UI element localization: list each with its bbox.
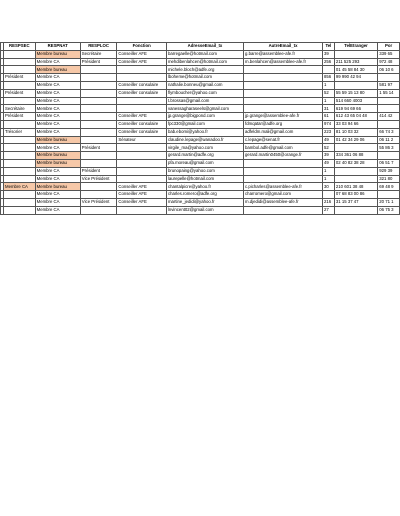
table-cell[interactable]	[117, 159, 167, 167]
table-cell[interactable]	[378, 105, 400, 113]
column-header[interactable]: TelEtranger	[334, 43, 377, 51]
table-cell[interactable]: c.lepage@senat.fr	[244, 136, 323, 144]
table-cell[interactable]: Membre bureau	[35, 159, 80, 167]
table-cell[interactable]: g.barre@assemblee-afe.fr	[244, 50, 323, 58]
header-row	[1, 43, 400, 51]
table-cell[interactable]: gerard.martin@adfe.org	[166, 152, 243, 160]
table-cell[interactable]: 33 03 94 66	[334, 120, 377, 128]
table-row	[1, 66, 400, 74]
table-cell[interactable]: Membre CA	[35, 97, 80, 105]
table-cell[interactable]	[80, 66, 117, 74]
table-row	[1, 113, 400, 121]
table-cell[interactable]	[117, 152, 167, 160]
table-cell[interactable]	[4, 167, 36, 175]
table-cell[interactable]	[244, 167, 323, 175]
table-row	[1, 97, 400, 105]
table-cell[interactable]	[334, 144, 377, 152]
table-cell[interactable]: mehdibenlahcen@hotmail.com	[166, 58, 243, 66]
table-cell[interactable]: jp.grange@assemblee-afe.fr	[244, 113, 323, 121]
table-cell[interactable]: 929 39	[378, 167, 400, 175]
table-cell[interactable]: 49	[323, 136, 335, 144]
table-cell[interactable]: Membre CA	[35, 81, 80, 89]
table-row	[1, 50, 400, 58]
table-cell[interactable]: 321 80	[378, 175, 400, 183]
column-header[interactable]: Por	[378, 43, 400, 51]
table-cell[interactable]	[4, 136, 36, 144]
table-cell[interactable]: 06 75 3	[378, 206, 400, 214]
table-cell[interactable]: Membre CA	[35, 128, 80, 136]
table-row	[1, 136, 400, 144]
column-header[interactable]: RESPNAT	[35, 43, 80, 51]
table-cell[interactable]	[378, 97, 400, 105]
table-cell[interactable]: Membre CA	[35, 120, 80, 128]
table-cell[interactable]: Conseiller consulaire	[117, 89, 167, 97]
table-cell[interactable]: Conseiller AFE	[117, 50, 167, 58]
table-cell[interactable]: 07 68 83 00 86	[334, 191, 377, 199]
table-cell[interactable]: 31	[323, 105, 335, 113]
table-cell[interactable]: Conseiller consulaire	[117, 120, 167, 128]
table-row	[1, 175, 400, 183]
column-header[interactable]: AdresseEmail_tx	[166, 43, 243, 51]
table-cell[interactable]	[244, 206, 323, 214]
table-cell[interactable]	[4, 50, 36, 58]
table-cell[interactable]: 414 42	[378, 113, 400, 121]
table-cell[interactable]: 1	[323, 97, 335, 105]
table-cell[interactable]	[244, 159, 323, 167]
table-cell[interactable]	[4, 191, 36, 199]
table-cell[interactable]: nathalie.bonneu@gmail.com	[166, 81, 243, 89]
table-cell[interactable]: 55 86 3	[378, 144, 400, 152]
table-cell[interactable]	[244, 89, 323, 97]
table-cell[interactable]	[4, 159, 36, 167]
table-cell[interactable]	[80, 136, 117, 144]
table-cell[interactable]	[378, 74, 400, 82]
table-row	[1, 191, 400, 199]
table-cell[interactable]: 581 97	[378, 81, 400, 89]
table-cell[interactable]: charromero@gmail.com	[244, 191, 323, 199]
table-cell[interactable]: martine_jedidi@yahoo.fr	[166, 198, 243, 206]
table-cell[interactable]: 52	[323, 89, 335, 97]
table-row	[1, 89, 400, 97]
table-cell[interactable]	[334, 167, 377, 175]
table-cell[interactable]	[117, 66, 167, 74]
table-cell[interactable]: Secrétaire	[4, 105, 36, 113]
table-cell[interactable]: m.djedidi@assemblee-afe.fr	[244, 198, 323, 206]
table-cell[interactable]	[117, 144, 167, 152]
table-cell[interactable]: 216	[323, 198, 335, 206]
table-cell[interactable]	[378, 152, 400, 160]
table-cell[interactable]: adfeldm.mali@gmail.com	[244, 128, 323, 136]
table-cell[interactable]: Membre CA	[4, 183, 36, 191]
table-cell[interactable]: m.benlahcen@assemblee-afe.fr	[244, 58, 323, 66]
table-cell[interactable]: Membre bureau	[35, 136, 80, 144]
table-row	[1, 105, 400, 113]
table-cell[interactable]: 31 15 37 47	[334, 198, 377, 206]
column-header[interactable]: Fonction	[117, 43, 167, 51]
table-cell[interactable]: jp.grange@bigpond.com	[166, 113, 243, 121]
table-cell[interactable]	[244, 81, 323, 89]
column-header[interactable]: RESPLOC	[80, 43, 117, 51]
table-cell[interactable]: pfa.moreau@gmail.com	[166, 159, 243, 167]
table-row	[1, 183, 400, 191]
table-cell[interactable]: Président	[80, 167, 117, 175]
table-cell[interactable]: 39	[323, 50, 335, 58]
table-cell[interactable]: 619 94 69 66	[334, 105, 377, 113]
table-cell[interactable]: chantalpicre@yahoo.fr	[166, 183, 243, 191]
table-cell[interactable]: 81 10 03 32	[334, 128, 377, 136]
table-cell[interactable]	[244, 74, 323, 82]
table-cell[interactable]: t.brossas@gmail.com	[166, 97, 243, 105]
table-cell[interactable]	[117, 167, 167, 175]
table-cell[interactable]: Conseiller AFE	[117, 58, 167, 66]
table-cell[interactable]	[323, 191, 335, 199]
table-cell[interactable]	[80, 191, 117, 199]
table-row	[1, 144, 400, 152]
table-cell[interactable]: claudine.lepage@wanadoo.fr	[166, 136, 243, 144]
table-cell[interactable]: Président	[80, 58, 117, 66]
table-cell[interactable]: 1	[323, 167, 335, 175]
table-cell[interactable]	[80, 97, 117, 105]
table-cell[interactable]: 1 55 14	[378, 89, 400, 97]
table-cell[interactable]: Secrétaire	[80, 50, 117, 58]
table-cell[interactable]	[4, 152, 36, 160]
table-cell[interactable]	[117, 105, 167, 113]
table-cell[interactable]: Membre bureau	[35, 66, 80, 74]
table-row	[1, 120, 400, 128]
table-cell[interactable]: Conseiller AFE	[117, 113, 167, 121]
table-cell[interactable]: michele.bloch@adfe.org	[166, 66, 243, 74]
table-cell[interactable]	[4, 81, 36, 89]
table-cell[interactable]	[4, 175, 36, 183]
table-row	[1, 198, 400, 206]
table-cell[interactable]: 01 45 58 84 30	[334, 66, 377, 74]
table-cell[interactable]: bambol.adfe@gmail.com	[244, 144, 323, 152]
table-cell[interactable]	[4, 58, 36, 66]
table-cell[interactable]: barregaelle@hotmail.com	[166, 50, 243, 58]
table-cell[interactable]	[244, 66, 323, 74]
table-cell[interactable]	[80, 120, 117, 128]
table-cell[interactable]: 972 48	[378, 58, 400, 66]
table-cell[interactable]: Membre CA	[35, 191, 80, 199]
table-cell[interactable]: lnvincent02@gmail.com	[166, 206, 243, 214]
table-cell[interactable]: Membre CA	[35, 167, 80, 175]
table-cell[interactable]: lboheme@hotmail.com	[166, 74, 243, 82]
table-cell[interactable]: Membre bureau	[35, 50, 80, 58]
table-cell[interactable]: virgile_ma@yahoo.com	[166, 144, 243, 152]
table-cell[interactable]: 69 48 9	[378, 183, 400, 191]
table-cell[interactable]: Membre CA	[35, 144, 80, 152]
table-cell[interactable]: Conseiller consulaire	[117, 128, 167, 136]
table-cell[interactable]: Conseiller AFE	[117, 191, 167, 199]
table-cell[interactable]	[117, 97, 167, 105]
table-cell[interactable]: 30	[323, 183, 335, 191]
table-cell[interactable]: laurepelle@hotmail.com	[166, 175, 243, 183]
table-cell[interactable]: 223	[323, 128, 335, 136]
table-cell[interactable]: 256	[323, 58, 335, 66]
table-cell[interactable]	[80, 159, 117, 167]
table-cell[interactable]	[80, 128, 117, 136]
table-cell[interactable]	[4, 120, 36, 128]
table-cell[interactable]: Membre CA	[35, 175, 80, 183]
table-cell[interactable]: 27	[323, 206, 335, 214]
column-header[interactable]: Tel	[323, 43, 335, 51]
table-cell[interactable]: charles.romero@adfe.org	[166, 191, 243, 199]
table-cell[interactable]: Membre CA	[35, 198, 80, 206]
table-cell[interactable]: 339 65	[378, 50, 400, 58]
table-cell[interactable]: Conseiller consulaire	[117, 81, 167, 89]
table-cell[interactable]: Conseiller AFE	[117, 198, 167, 206]
table-cell[interactable]	[80, 89, 117, 97]
table-cell[interactable]	[334, 81, 377, 89]
table-cell[interactable]: flymboucher@yahoo.com	[166, 89, 243, 97]
table-cell[interactable]: Membre CA	[35, 105, 80, 113]
table-cell[interactable]	[4, 66, 36, 74]
table-cell[interactable]	[117, 175, 167, 183]
table-cell[interactable]	[378, 191, 400, 199]
table-cell[interactable]: 856	[323, 74, 335, 82]
table-cell[interactable]: 334 361 06 88	[334, 152, 377, 160]
table-cell[interactable]: 974	[323, 120, 335, 128]
table-row	[1, 206, 400, 214]
table-cell[interactable]: 612 43 65 04 48	[334, 113, 377, 121]
table-row	[1, 128, 400, 136]
table-cell[interactable]	[117, 74, 167, 82]
table-cell[interactable]	[334, 50, 377, 58]
table-cell[interactable]: 06 11 2	[378, 136, 400, 144]
table-cell[interactable]: 55 59 15 13 80	[334, 89, 377, 97]
column-header[interactable]: AutreEmail_tx	[244, 43, 323, 51]
table-cell[interactable]: 514 660 4003	[334, 97, 377, 105]
table-cell[interactable]: fpc330@gmail.com	[166, 120, 243, 128]
table-cell[interactable]: Président	[4, 113, 36, 121]
table-row	[1, 167, 400, 175]
table-cell[interactable]	[323, 66, 335, 74]
table-cell[interactable]: 06 51 7	[378, 159, 400, 167]
table-cell[interactable]: Vice Président	[80, 175, 117, 183]
table-cell[interactable]: 49	[323, 159, 335, 167]
table-row	[1, 152, 400, 160]
table-cell[interactable]: 210 601 38 48	[334, 183, 377, 191]
table-row	[1, 159, 400, 167]
table-cell[interactable]: Conseiller AFE	[117, 183, 167, 191]
table-cell[interactable]: 06 10 6	[378, 66, 400, 74]
table-cell[interactable]: Membre bureau	[35, 152, 80, 160]
table-cell[interactable]	[117, 206, 167, 214]
table-cell[interactable]: Membre CA	[35, 74, 80, 82]
table-body	[1, 50, 400, 214]
table-cell[interactable]	[244, 175, 323, 183]
table-cell[interactable]: 02 40 82 38 28	[334, 159, 377, 167]
table-cell[interactable]: 99 990 42 94	[334, 74, 377, 82]
table-cell[interactable]: Membre CA	[35, 58, 80, 66]
table-cell[interactable]: 39	[323, 152, 335, 160]
table-row	[1, 58, 400, 66]
table-cell[interactable]: 20 71 1	[378, 198, 400, 206]
table-cell[interactable]: gerard.martin0450@orange.fr	[244, 152, 323, 160]
table-cell[interactable]: 1	[323, 175, 335, 183]
table-cell[interactable]	[80, 81, 117, 89]
table-cell[interactable]	[4, 97, 36, 105]
table-cell[interactable]	[334, 206, 377, 214]
table-cell[interactable]: vanessagharaseels@gmail.com	[166, 105, 243, 113]
table-cell[interactable]: 01 42 34 29 06	[334, 136, 377, 144]
table-cell[interactable]: Sénateur	[117, 136, 167, 144]
table-cell[interactable]: 61	[323, 113, 335, 121]
table-cell[interactable]	[80, 206, 117, 214]
table-cell[interactable]: fdmqatar@adfe.org	[244, 120, 323, 128]
table-cell[interactable]	[4, 144, 36, 152]
table-cell[interactable]	[80, 183, 117, 191]
table-cell[interactable]: brunopaing@yahoo.com	[166, 167, 243, 175]
table-cell[interactable]	[80, 105, 117, 113]
table-cell[interactable]: Vice Président	[80, 198, 117, 206]
table-cell[interactable]	[4, 206, 36, 214]
table-cell[interactable]: c.picharles@assemblee-afe.fr	[244, 183, 323, 191]
table-cell[interactable]: Président	[80, 144, 117, 152]
table-cell[interactable]: bab.ebomi@yahoo.fr	[166, 128, 243, 136]
table-cell[interactable]: 211 525 293	[334, 58, 377, 66]
table-cell[interactable]: Trésorier	[4, 128, 36, 136]
table-cell[interactable]	[244, 97, 323, 105]
table-cell[interactable]: Membre bureau	[35, 183, 80, 191]
table-row	[1, 81, 400, 89]
table-cell[interactable]: 1	[323, 81, 335, 89]
table-cell[interactable]	[80, 113, 117, 121]
table-cell[interactable]: 66 74 3	[378, 128, 400, 136]
table-cell[interactable]	[378, 120, 400, 128]
table-cell[interactable]: 52	[323, 144, 335, 152]
table-cell[interactable]: Président	[4, 74, 36, 82]
table-cell[interactable]	[334, 175, 377, 183]
table-cell[interactable]: Membre CA	[35, 206, 80, 214]
column-header[interactable]: RESPSEC	[4, 43, 36, 51]
table-cell[interactable]: Membre CA	[35, 89, 80, 97]
table-row	[1, 74, 400, 82]
table-cell[interactable]	[244, 105, 323, 113]
spreadsheet-table	[0, 42, 400, 215]
table-cell[interactable]	[80, 74, 117, 82]
table-cell[interactable]: Membre CA	[35, 113, 80, 121]
table-cell[interactable]	[4, 198, 36, 206]
table-cell[interactable]	[80, 152, 117, 160]
table-cell[interactable]: Président	[4, 89, 36, 97]
